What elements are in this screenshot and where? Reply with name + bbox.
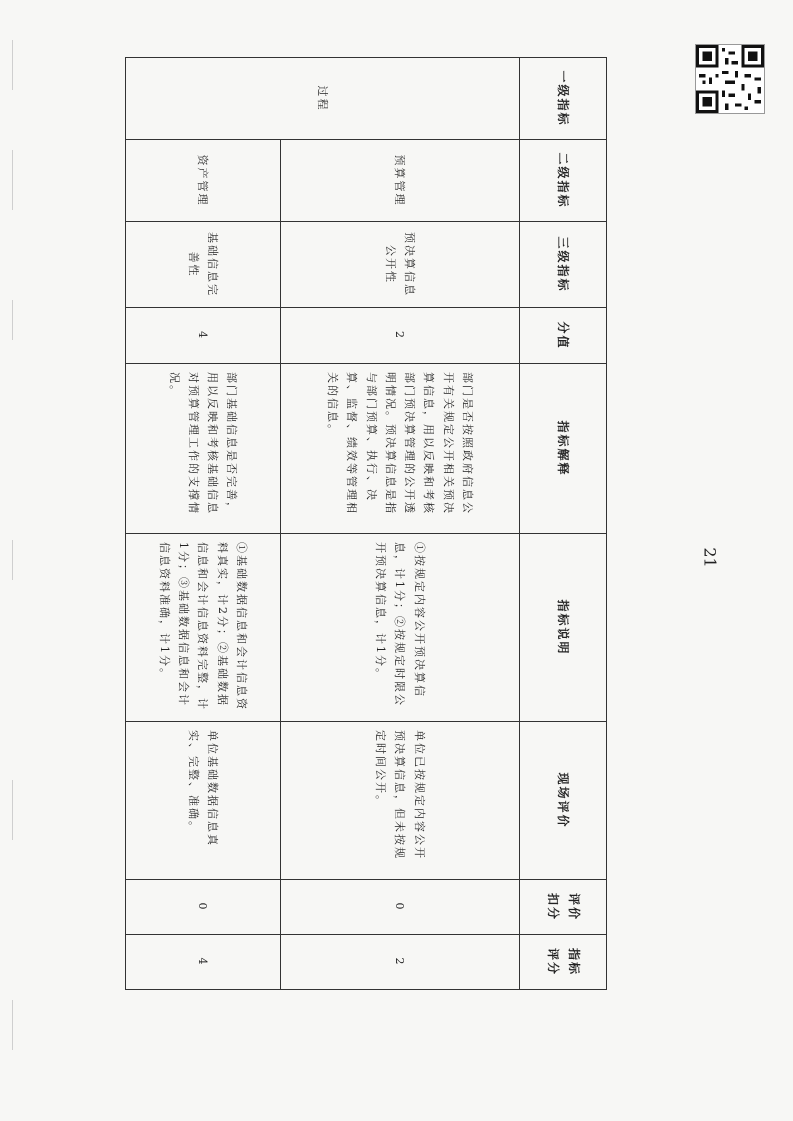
rotated-table [125,57,607,989]
evaluation-cell: 单位已按规定内容公开预决算信息，但未按规定时间公开。 [280,722,519,880]
table-row [126,58,281,990]
header-explanation: 指标解释 [520,364,607,534]
score-cell: 4 [126,308,281,364]
header-row [520,58,607,990]
page-number: 21 [700,547,720,568]
header-deduction: 评价扣分 [520,880,607,935]
header-description: 指标说明 [520,534,607,722]
level1-cell: 过程 [126,58,520,140]
explanation-cell: 部门基础信息是否完善，用以反映和考核基础信息对预算管理工作的支撑情况。 [126,364,281,534]
deduction-cell: 0 [280,880,519,935]
level3-cell: 预决算信息公开性 [280,222,519,308]
rotated-table-frame [125,57,607,989]
level2-cell: 预算管理 [280,140,519,222]
header-evaluation: 现场评价 [520,722,607,880]
score-cell: 2 [280,308,519,364]
explanation-cell: 部门是否按照政府信息公开有关规定公开相关预决算信息，用以反映和考核部门预决算管理的公开透明情况。预决算信息是指与部门预算、执行、决算、监督、绩效等管理相关的信息。 [280,364,519,534]
description-cell: ①基础数据信息和会计信息资料真实，计2分；②基础数据信息和会计信息资料完整，计1分；③基础数据信息和会计信息资料准确，计1分。 [126,534,281,722]
rating-cell: 4 [126,935,281,990]
level3-cell: 基础信息完善性 [126,222,281,308]
rating-cell: 2 [280,935,519,990]
evaluation-table [125,57,607,990]
header-level2: 二级指标 [520,140,607,222]
qr-code [695,44,765,114]
header-level1: 一级指标 [520,58,607,140]
header-rating: 指标评分 [520,935,607,990]
header-level3: 三级指标 [520,222,607,308]
level2-cell: 资产管理 [126,140,281,222]
description-cell: ①按规定内容公开预决算信息，计1分；②按规定时限公开预决算信息，计1分。 [280,534,519,722]
deduction-cell: 0 [126,880,281,935]
table-row [280,58,519,990]
evaluation-cell: 单位基础数据信息真实、完整、准确。 [126,722,281,880]
header-score: 分值 [520,308,607,364]
